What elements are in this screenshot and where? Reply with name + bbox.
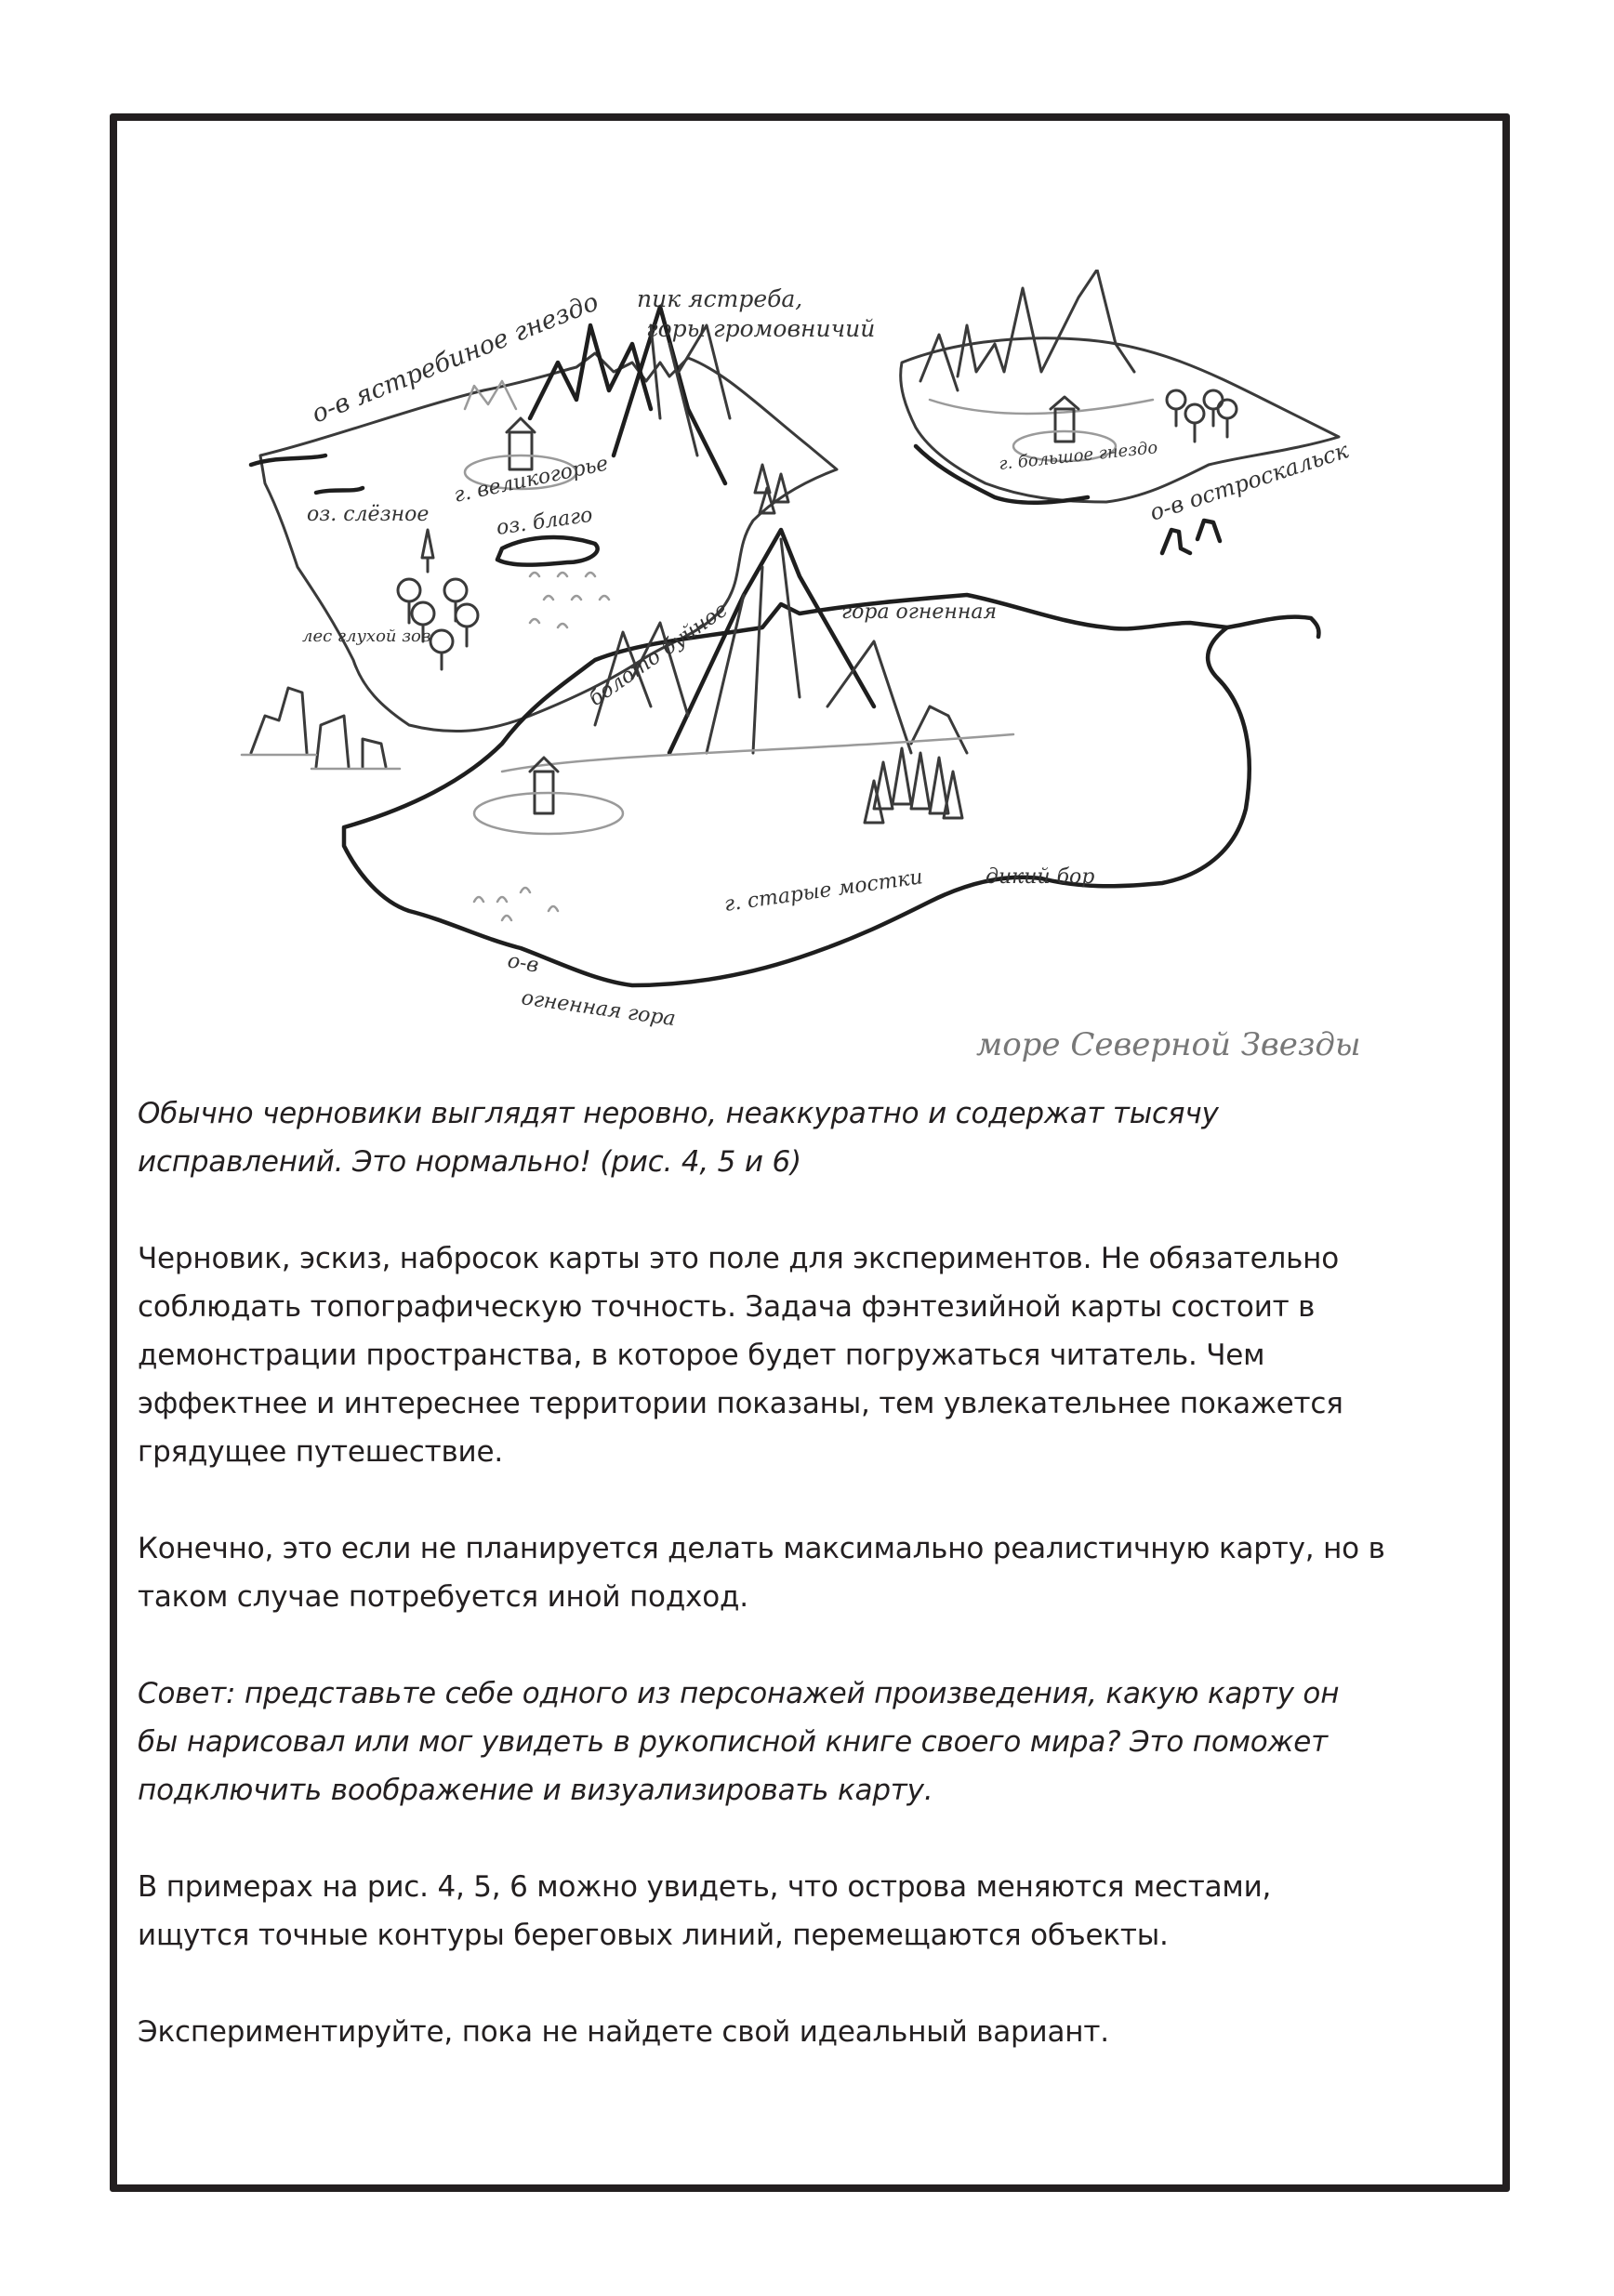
text-line: Экспериментируйте, пока не найдете свой идеальный вариант. [138,2015,1109,2049]
text-line: ищутся точные контуры береговых линий, перемещаются объекты. [138,1919,1169,1952]
island-fire-mountain [344,530,1318,985]
text-line: демонстрации пространства, в которое будет погружаться читатель. Чем [138,1339,1265,1372]
paragraph-tip [138,1669,1476,1814]
page-content [138,1089,1476,2105]
label-lake-tearful: оз. слёзное [307,503,430,526]
label-forest-deaf-call: лес глухой зов [302,627,431,646]
paragraph-draft-purpose [138,1234,1476,1476]
text-line: Черновик, эскиз, набросок карты это поле для экспериментов. Не обязательно [138,1242,1339,1275]
label-fire-mountain: гора огненная [841,600,998,624]
label-lake-blago: оз. благо [495,503,594,540]
text-line: грядущее путешествие. [138,1435,504,1469]
island-ostroskalsk [901,270,1339,553]
label-island-fire-mountain-line1: о-в [505,949,541,978]
text-line: эффектнее и интереснее территории показаны, тем увлекательнее покажется [138,1387,1343,1420]
text-line: таком случае потребуется иной подход. [138,1580,748,1614]
paragraph-realistic-map [138,1524,1476,1621]
label-hawk-peak-line1: пик ястреба, [637,285,803,312]
paragraph-experiment [138,2008,1476,2056]
label-wild-forest: дикий бор [986,865,1095,889]
label-swamp-stormy: болото буйное [585,598,733,711]
label-town-velikogorye: г. великогорье [452,452,611,508]
text-line: В примерах на рис. 4, 5, 6 можно увидеть, что острова меняются местами, [138,1870,1272,1904]
label-island-fire-mountain-line2: огненная гора [520,986,678,1032]
label-island-hawk-nest: о-в ястребиное гнездо [308,287,603,429]
map-svg [223,270,1432,1078]
label-town-big-nest: г. большое гнездо [998,438,1159,474]
text-line: бы нарисовал или мог увидеть в рукописной книге своего мира? Это поможет [138,1725,1329,1759]
text-line: соблюдать топографическую точность. Задача фэнтезийной карты состоит в [138,1290,1316,1324]
text-line: Совет: представьте себе одного из персонажей произведения, какую карту он [138,1677,1340,1710]
label-town-old-bridges: г. старые мостки [722,865,925,917]
caption-line: исправлений. Это нормально! (рис. 4, 5 и 6) [138,1145,801,1179]
figure-caption [138,1089,1476,1186]
label-hawk-peak-line2: горы громовничий [646,315,876,342]
text-line: подключить воображение и визуализировать карту. [138,1774,933,1807]
label-sea-north-star: море Северной Звезды [976,1026,1361,1063]
caption-line: Обычно черновики выглядят неровно, неаккуратно и содержат тысячу [138,1097,1219,1130]
label-island-ostroskalsk: о-в остроскальск [1146,437,1352,526]
text-line: Конечно, это если не планируется делать максимально реалистичную карту, но в [138,1532,1385,1565]
paragraph-examples [138,1863,1476,1960]
map-sketch [223,270,1432,1078]
